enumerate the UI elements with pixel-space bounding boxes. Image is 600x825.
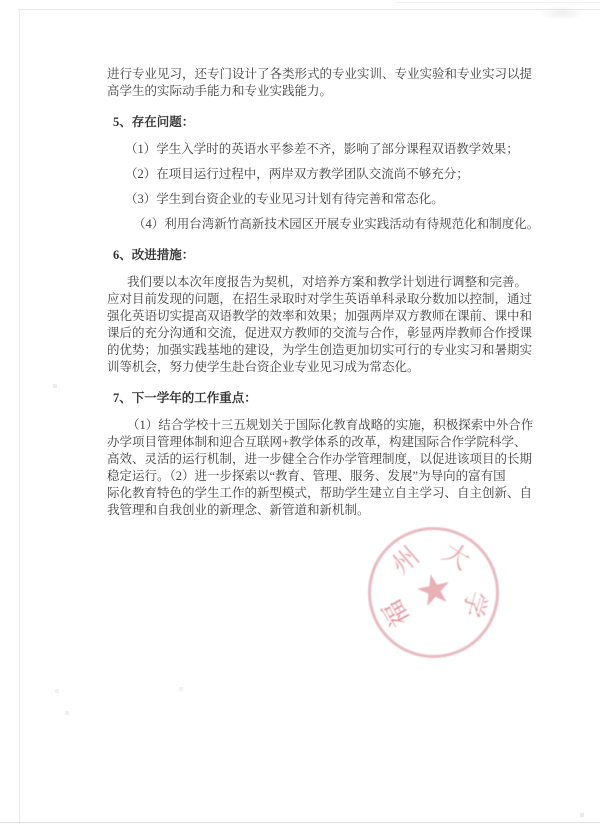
scan-edge-top bbox=[18, 9, 600, 10]
text-line: 5、存在问题： bbox=[113, 115, 195, 129]
seal-character-zhou: 州 bbox=[386, 541, 425, 581]
text-line: 6、改进措施： bbox=[113, 248, 195, 262]
text-line: 高效、灵活的运行机制，进一步健全合作办学管理制度，以促进该项目的长期 bbox=[107, 452, 533, 466]
text-line: 我们要以本次年度报告为契机，对培养方案和教学计划进行调整和完善。 bbox=[127, 275, 528, 289]
text-line: 7、下一学年的工作重点： bbox=[113, 391, 257, 405]
text-line: 高学生的实际动手能力和专业实践能力。 bbox=[107, 84, 333, 98]
text-line: 际化教育特色的学生工作的新型模式，帮助学生建立自主学习、自主创新、自 bbox=[107, 486, 533, 500]
scan-edge-bottom bbox=[0, 822, 600, 823]
text-line: 进行专业见习，还专门设计了各类形式的专业实训、专业实验和专业实习以提 bbox=[107, 67, 533, 81]
document-content bbox=[107, 66, 547, 519]
text-line: 强化英语切实提高双语教学的效率和效果；加强两岸双方教师在课前、课中和 bbox=[107, 309, 533, 323]
text-line: 应对目前发现的问题，在招生录取时对学生英语单科录取分数加以控制，通过 bbox=[107, 292, 533, 306]
text-line: 我管理和自我创业的新理念、新管道和新机制。 bbox=[107, 503, 370, 517]
seal-character-xue: 学 bbox=[456, 587, 493, 621]
scan-smudge bbox=[538, 6, 586, 20]
text-line: 训等机会，努力使学生赴台资企业专业见习成为常态化。 bbox=[107, 360, 420, 374]
scan-edge-left bbox=[19, 10, 20, 824]
text-line: （1）结合学校十三五规划关于国际化教育战略的实施，积极探索中外合作 bbox=[127, 418, 534, 432]
seal-character-fu: 福 bbox=[377, 594, 416, 632]
text-line: 课后的充分沟通和交流，促进双方教师的交流与合作，彰显两岸教师合作授课 bbox=[107, 326, 533, 340]
text-line: 办学项目管理体制和迎合互联网+教学体系的改革，构建国际合作学院科学、 bbox=[107, 435, 527, 449]
text-line: 稳定运行。（2）进一步探索以“教育、管理、服务、发展”为导向的富有国 bbox=[107, 469, 506, 483]
seal-star-icon: ★ bbox=[409, 561, 457, 618]
text-line: 的优势；加强实践基地的建设，为学生创造更加切实可行的专业实习和暑期实 bbox=[107, 343, 533, 357]
scan-specks bbox=[0, 0, 2, 2]
text-line: （1）学生入学时的英语水平参差不齐，影响了部分课程双语教学效果； bbox=[125, 142, 519, 156]
scan-edge-top-right bbox=[395, 2, 600, 3]
seal-character-da: 大 bbox=[437, 537, 475, 576]
text-line: （3）学生到台资企业的专业见习计划有待完善和常态化。 bbox=[125, 192, 444, 206]
text-line: （2）在项目运行过程中，两岸双方教学团队交流尚不够充分； bbox=[125, 167, 469, 181]
text-line: （4）利用台湾新竹高新技术园区开展专业实践活动有待规范化和制度化。 bbox=[133, 217, 540, 231]
official-seal bbox=[368, 527, 499, 658]
